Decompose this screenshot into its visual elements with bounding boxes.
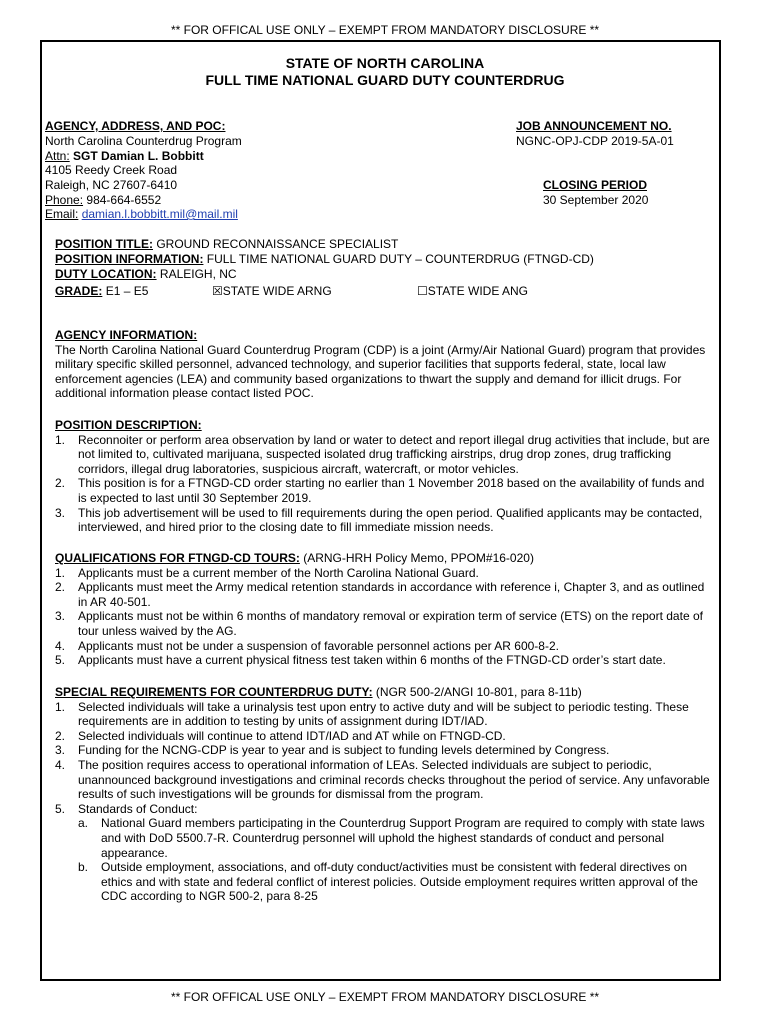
checked-box-icon: ☒ <box>212 284 223 298</box>
top-disclosure-banner: ** FOR OFFICAL USE ONLY – EXEMPT FROM MANDATORY DISCLOSURE ** <box>170 23 600 37</box>
qualifications-reference: (ARNG-HRH Policy Memo, PPOM#16-020) <box>303 551 534 565</box>
title-state: STATE OF NORTH CAROLINA <box>285 55 485 71</box>
unchecked-box-icon: ☐ <box>417 284 428 298</box>
special-requirements-heading-line <box>55 685 715 700</box>
closing-period-heading: CLOSING PERIOD <box>543 178 648 192</box>
grade-label: GRADE: <box>55 284 103 298</box>
agency-information-section <box>55 328 715 401</box>
list-item: 4. The position requires access to operational information of LEAs. Selected individuals are subject to periodic, unannounced background investigations and criminal records checks throughout the period of service. Any unfavorable results of such investigations will be grounds for dismissal from the program. <box>55 757 710 802</box>
qualifications-section <box>55 551 715 668</box>
phone-value: 984-664-6552 <box>86 193 162 207</box>
position-info-label: POSITION INFORMATION: <box>55 252 204 266</box>
qualifications-heading: QUALIFICATIONS FOR FTNGD-CD TOURS: <box>55 551 300 565</box>
special-requirements-section <box>55 685 715 904</box>
agency-phone <box>45 193 161 208</box>
bottom-disclosure-banner: ** FOR OFFICAL USE ONLY – EXEMPT FROM MANDATORY DISCLOSURE ** <box>170 990 600 1004</box>
agency-street: 4105 Reedy Creek Road <box>45 163 178 177</box>
list-item: 3. Applicants must not be within 6 months of mandatory removal or expiration term of service (ETS) on the report date of tour unless waived by the AG. <box>55 609 703 638</box>
list-item: 5. Applicants must have a current physical fitness test taken within 6 months of the FTNGD-CD order’s start date. <box>55 653 666 668</box>
agency-heading: AGENCY, ADDRESS, AND POC: <box>45 119 226 133</box>
phone-label: Phone: <box>45 193 84 207</box>
closing-period-value: 30 September 2020 <box>543 193 649 207</box>
job-announcement-heading: JOB ANNOUNCEMENT NO. <box>516 119 672 133</box>
statewide-arng-option <box>212 284 332 299</box>
duty-location-label: DUTY LOCATION: <box>55 267 157 281</box>
agency-city: Raleigh, NC 27607-6410 <box>45 178 178 192</box>
list-item: 2. Selected individuals will continue to attend IDT/IAD and AT while on FTNGD-CD. <box>55 728 506 743</box>
position-info-line <box>55 252 594 267</box>
list-item: 1. Reconnoiter or perform area observation by land or water to detect and report illegal drug activities that include, but are not limited to, cultivated marijuana, suspected isolated drug trafficking airstrips, drug drop zones, drug trafficking corridors, illegal drug laboratories, suspicious aircraft, watercraft, or motor vehicles. <box>55 432 710 476</box>
attn-value: SGT Damian L. Bobbitt <box>73 149 204 163</box>
statewide-ang-option <box>417 284 528 299</box>
position-description-heading: POSITION DESCRIPTION: <box>55 418 202 432</box>
list-item: 1. Applicants must be a current member of the North Carolina National Guard. <box>55 565 479 580</box>
list-item: 2. Applicants must meet the Army medical retention standards in accordance with reference i, Chapter 3, and as outlined in AR 40-501. <box>55 580 705 609</box>
email-link[interactable]: damian.l.bobbitt.mil@mail.mil <box>81 207 238 221</box>
special-requirements-heading: SPECIAL REQUIREMENTS FOR COUNTERDRUG DUTY: <box>55 685 373 699</box>
agency-information-text: The North Carolina National Guard Counterdrug Program (CDP) is a joint (Army/Air National Guard) program that provides military specific skilled personnel, advanced technology, and superior facilities that supports federal, state, local law enforcement agencies (LEA) and community based organizations to thwart the supply and demand for illicit drugs. For additional information please contact listed POC. <box>55 342 706 401</box>
position-info-value: FULL TIME NATIONAL GUARD DUTY – COUNTERDRUG (FTNGD-CD) <box>206 252 594 266</box>
duty-location-value: RALEIGH, NC <box>159 267 237 281</box>
job-announcement-number: NGNC-OPJ-CDP 2019-5A-01 <box>516 134 674 148</box>
list-item: 1. Selected individuals will take a urinalysis test upon entry to active duty and will be subject to periodic testing. These requirements are in addition to testing by units of assignment during IDT/IAD. <box>55 699 689 729</box>
position-title-value: GROUND RECONNAISSANCE SPECIALIST <box>156 237 399 251</box>
duty-location-line <box>55 267 237 282</box>
list-item: 2. This position is for a FTNGD-CD order starting no earlier than 1 November 2018 based on the availability of funds and is expected to last until 30 September 2019. <box>55 476 705 505</box>
list-item: 3. This job advertisement will be used to fill requirements during the open period. Qualified applicants may be contacted, interviewed, and hired prior to the closing date to fill immediate mission needs. <box>55 505 703 535</box>
sub-list-item: a. National Guard members participating in the Counterdrug Support Program are required to comply with state laws and with DoD 5500.7-R. Counterdrug personnel will uphold the highest standards of conduct and personal appearance. <box>78 816 705 860</box>
grade-value: E1 – E5 <box>105 284 149 298</box>
email-label: Email: <box>45 207 79 221</box>
attn-label: Attn: <box>45 149 70 163</box>
agency-email <box>45 207 238 222</box>
list-item: 4. Applicants must not be under a suspension of favorable personnel actions per AR 600-8-2. <box>55 638 559 653</box>
qualifications-heading-line <box>55 551 715 566</box>
list-item: 5. Standards of Conduct: <box>55 801 198 816</box>
position-title-line <box>55 237 398 252</box>
position-description-section <box>55 418 715 535</box>
special-requirements-reference: (NGR 500-2/ANGI 10-801, para 8-11b) <box>375 685 582 699</box>
statewide-arng-label: STATE WIDE ARNG <box>222 284 332 298</box>
agency-program: North Carolina Counterdrug Program <box>45 134 242 148</box>
position-title-label: POSITION TITLE: <box>55 237 153 251</box>
title-program: FULL TIME NATIONAL GUARD DUTY COUNTERDRUG <box>205 72 565 88</box>
grade-line <box>55 284 148 299</box>
statewide-ang-label: STATE WIDE ANG <box>427 284 528 298</box>
agency-attn <box>45 149 204 164</box>
sub-list-item: b. Outside employment, associations, and off-duty conduct/activities must be consistent with federal directives on ethics and with state and federal conflict of interest policies. Outside employment requires written approval of the CDC according to NGR 500-2, para 8-25 <box>78 860 698 904</box>
agency-information-heading: AGENCY INFORMATION: <box>55 328 198 342</box>
list-item: 3. Funding for the NCNG-CDP is year to year and is subject to funding levels determined by Congress. <box>55 743 610 758</box>
